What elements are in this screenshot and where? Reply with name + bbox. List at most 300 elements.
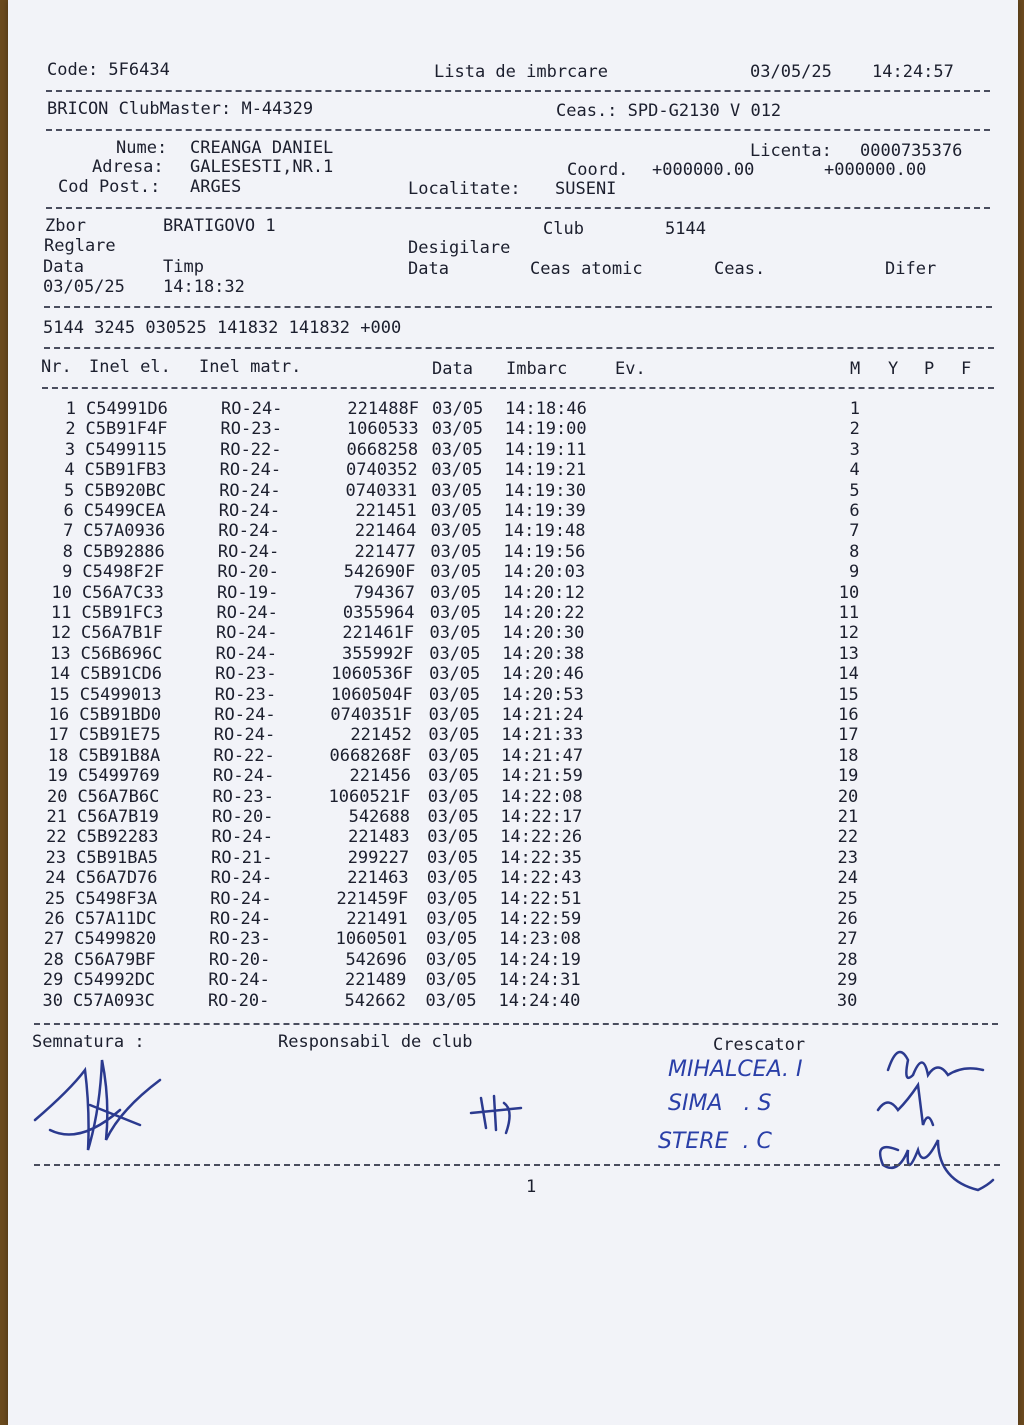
- row-nr: 28: [43, 949, 64, 970]
- row-inel-el: C56A79BF: [73, 949, 156, 970]
- row-time: 14:24:31: [498, 970, 581, 991]
- table-row: [8, 950, 1018, 970]
- row-time: 14:19:30: [504, 480, 586, 501]
- row-ring-prefix: RO-24-: [218, 521, 280, 542]
- table-row: [8, 848, 1018, 868]
- row-ring-prefix: RO-19-: [216, 582, 279, 603]
- table-row: [8, 868, 1018, 888]
- row-date: 03/05: [425, 970, 477, 991]
- row-ring-prefix: RO-22-: [213, 745, 275, 766]
- row-date: 03/05: [429, 582, 482, 603]
- row-nr: 15: [49, 684, 70, 705]
- page-number: 1: [526, 1177, 537, 1197]
- row-m: 17: [838, 725, 859, 746]
- row-time: 14:24:19: [498, 949, 581, 970]
- col-y: Y: [888, 359, 899, 379]
- row-m: 13: [838, 643, 859, 664]
- row-nr: 19: [47, 766, 68, 787]
- row-ring-number: 221452: [350, 725, 412, 746]
- row-m: 4: [849, 460, 860, 481]
- row-date: 03/05: [428, 684, 481, 705]
- table-row: [8, 787, 1018, 807]
- row-m: 18: [838, 745, 859, 766]
- table-row: [8, 583, 1018, 603]
- row-ring-number: 542696: [345, 949, 407, 970]
- row-nr: 4: [64, 460, 75, 481]
- row-nr: 8: [62, 541, 73, 562]
- row-nr: 26: [44, 909, 65, 929]
- row-m: 21: [837, 807, 859, 827]
- row-nr: 14: [49, 664, 71, 685]
- coord-lat: +000000.00: [652, 160, 755, 180]
- row-time: 14:19:48: [503, 521, 586, 542]
- row-ring-prefix: RO-23-: [214, 684, 277, 705]
- row-m: 24: [837, 868, 858, 889]
- row-m: 23: [837, 847, 859, 868]
- row-date: 03/05: [427, 847, 479, 868]
- row-ring-prefix: RO-23-: [220, 419, 282, 440]
- row-ring-prefix: RO-24-: [210, 888, 272, 909]
- table-row: [8, 725, 1018, 745]
- row-ring-number: 542688: [348, 807, 410, 827]
- row-ring-number: 221483: [348, 827, 410, 848]
- row-nr: 11: [51, 603, 72, 623]
- row-nr: 27: [43, 929, 65, 950]
- row-nr: 20: [46, 786, 68, 807]
- divider: [44, 306, 992, 308]
- row-nr: 21: [46, 807, 67, 827]
- table-row: [8, 440, 1018, 460]
- row-inel-el: C5498F3A: [75, 888, 158, 909]
- row-date: 03/05: [431, 419, 483, 440]
- row-ring-prefix: RO-23-: [212, 786, 274, 807]
- row-ring-number: 0740352: [346, 460, 418, 481]
- row-ring-prefix: RO-24-: [208, 970, 270, 991]
- row-time: 14:18:46: [505, 399, 587, 419]
- table-row: [8, 664, 1018, 684]
- row-date: 03/05: [426, 929, 478, 950]
- row-ring-number: 221491: [346, 909, 408, 929]
- row-time: 14:19:39: [503, 501, 586, 521]
- divider: [34, 1023, 998, 1025]
- desigilare-label: Desigilare: [408, 238, 511, 258]
- row-date: 03/05: [430, 541, 482, 562]
- row-ring-prefix: RO-24-: [213, 725, 276, 746]
- table-row: [8, 644, 1018, 664]
- row-ring-prefix: RO-24-: [210, 868, 273, 889]
- row-ring-prefix: RO-24-: [215, 643, 278, 664]
- row-m: 19: [837, 766, 859, 787]
- row-m: 28: [837, 949, 858, 970]
- row-nr: 9: [62, 562, 73, 583]
- row-ring-prefix: RO-24-: [216, 623, 278, 644]
- row-m: 27: [837, 929, 858, 950]
- row-date: 03/05: [429, 603, 481, 623]
- table-row: [8, 827, 1018, 847]
- zbor-label: Zbor: [45, 216, 86, 236]
- col-inel-matr: Inel matr.: [199, 357, 302, 377]
- row-inel-el: C5B91CD6: [80, 664, 163, 685]
- postcode-label: Cod Post.:: [58, 177, 161, 197]
- row-m: 5: [849, 480, 860, 501]
- row-ring-number: 0668268F: [329, 745, 412, 766]
- row-date: 03/05: [430, 501, 483, 521]
- report-code: Code: 5F6434: [47, 60, 170, 80]
- table-row: [8, 807, 1018, 827]
- table-row: [8, 909, 1018, 929]
- row-inel-el: C57A11DC: [74, 909, 157, 929]
- row-ring-number: 221488F: [347, 399, 419, 419]
- des-data-label: Data: [408, 259, 449, 279]
- row-date: 03/05: [427, 766, 480, 787]
- row-date: 03/05: [425, 990, 477, 1011]
- row-ring-prefix: RO-22-: [220, 439, 282, 460]
- breeder-label: Crescator: [713, 1035, 806, 1055]
- table-row: [8, 399, 1018, 419]
- row-m: 12: [838, 623, 860, 644]
- printed-sheet: [8, 0, 1018, 1425]
- row-nr: 12: [50, 623, 72, 644]
- row-inel-el: C5499115: [85, 439, 167, 460]
- row-ring-number: 1060536F: [331, 664, 414, 685]
- club-responsible-label: Responsabil de club: [278, 1032, 473, 1052]
- row-ring-prefix: RO-24-: [216, 603, 278, 623]
- row-date: 03/05: [426, 888, 478, 909]
- row-m: 22: [837, 827, 859, 848]
- row-time: 14:20:22: [502, 603, 585, 623]
- col-f: F: [961, 359, 972, 379]
- row-ring-prefix: RO-24-: [218, 501, 281, 521]
- row-time: 14:22:59: [499, 909, 582, 929]
- coord-lon: +000000.00: [824, 160, 927, 180]
- reg-time: 14:18:32: [163, 277, 245, 297]
- owner-postcode: ARGES: [190, 177, 242, 197]
- row-date: 03/05: [425, 949, 478, 970]
- table-row: [8, 889, 1018, 909]
- row-ring-number: 1060533: [346, 419, 419, 440]
- row-date: 03/05: [426, 909, 478, 929]
- name-label: Nume:: [116, 138, 168, 158]
- row-inel-el: C56A7C33: [81, 582, 164, 603]
- report-title: Lista de imbrcare: [434, 62, 608, 82]
- row-ring-prefix: RO-24-: [221, 399, 283, 419]
- handwritten-name-1: MIHALCEA. I: [668, 1057, 803, 1082]
- row-m: 14: [838, 664, 859, 685]
- divider: [42, 387, 994, 389]
- col-nr: Nr.: [41, 357, 72, 377]
- row-inel-el: C5B920BC: [84, 480, 167, 501]
- row-inel-el: C5B91BA5: [76, 847, 158, 868]
- row-nr: 25: [44, 888, 66, 909]
- row-m: 9: [849, 562, 860, 583]
- row-ring-prefix: RO-23-: [215, 664, 277, 685]
- row-ring-prefix: RO-20-: [208, 949, 271, 970]
- row-time: 14:21:33: [501, 725, 584, 746]
- row-inel-el: C5499CEA: [83, 501, 166, 521]
- handwritten-name-2: SIMA . S: [668, 1091, 772, 1116]
- row-inel-el: C57A093C: [72, 990, 155, 1011]
- row-date: 03/05: [429, 643, 481, 664]
- table-row: [8, 766, 1018, 786]
- row-ring-number: 0740331: [345, 480, 418, 501]
- table-row: [8, 419, 1018, 439]
- row-time: 14:24:40: [498, 990, 581, 1011]
- row-ring-number: 221456: [349, 766, 411, 787]
- row-inel-el: C5499820: [74, 929, 157, 950]
- row-time: 14:20:38: [502, 643, 585, 664]
- row-ring-number: 221477: [354, 541, 416, 562]
- row-inel-el: C54991D6: [86, 399, 168, 419]
- row-inel-el: C5B92886: [82, 541, 165, 562]
- reg-date: 03/05/25: [43, 277, 125, 297]
- col-m: M: [850, 359, 861, 379]
- row-m: 16: [838, 705, 859, 725]
- row-m: 8: [849, 541, 860, 562]
- row-time: 14:19:00: [504, 419, 587, 440]
- row-ring-prefix: RO-20-: [217, 562, 279, 583]
- row-date: 03/05: [430, 562, 482, 583]
- owner-address: GALESESTI,NR.1: [190, 157, 334, 177]
- row-time: 14:19:11: [504, 439, 587, 460]
- row-m: 3: [849, 439, 860, 460]
- reglare-label: Reglare: [44, 236, 116, 256]
- table-row: [8, 685, 1018, 705]
- row-nr: 30: [42, 990, 63, 1011]
- row-ring-number: 794367: [353, 582, 415, 603]
- signature-right: [868, 1030, 1008, 1205]
- table-row: [8, 501, 1018, 521]
- row-inel-el: C5499013: [79, 684, 162, 705]
- row-ring-prefix: RO-24-: [217, 541, 280, 562]
- row-m: 26: [837, 909, 858, 929]
- atomic-clock-label: Ceas atomic: [530, 259, 643, 279]
- row-inel-el: C5499769: [77, 766, 160, 787]
- owner-name: CREANGA DANIEL: [190, 138, 334, 158]
- row-nr: 10: [51, 582, 72, 603]
- row-ring-prefix: RO-24-: [214, 705, 276, 725]
- row-date: 03/05: [427, 786, 479, 807]
- row-ring-number: 355992F: [341, 643, 414, 664]
- row-inel-el: C5B91B8A: [78, 745, 161, 766]
- row-inel-el: C5B92283: [76, 827, 159, 848]
- license-number: 0000735376: [860, 141, 963, 161]
- row-time: 14:19:56: [503, 541, 586, 562]
- row-inel-el: C5B91FC3: [81, 603, 164, 623]
- owner-locality: SUSENI: [555, 179, 617, 199]
- report-date: 03/05/25: [750, 62, 832, 82]
- row-inel-el: C56B696C: [80, 643, 163, 664]
- row-date: 03/05: [431, 439, 483, 460]
- table-row: [8, 929, 1018, 949]
- signature-left: [30, 1050, 170, 1160]
- row-date: 03/05: [429, 664, 481, 685]
- col-ev: Ev.: [615, 359, 646, 379]
- club-number: 5144: [665, 219, 706, 239]
- row-nr: 2: [65, 419, 76, 440]
- divider: [44, 347, 994, 349]
- col-inel-el: Inel el.: [89, 357, 171, 377]
- clock-id: Ceas.: SPD-G2130 V 012: [556, 101, 782, 121]
- handwritten-name-3: STERE . C: [658, 1129, 772, 1154]
- row-nr: 6: [63, 501, 74, 521]
- signature-middle: [466, 1088, 526, 1138]
- row-nr: 23: [45, 847, 67, 868]
- device-id: BRICON ClubMaster: M-44329: [47, 99, 314, 119]
- row-m: 30: [836, 990, 858, 1011]
- row-ring-prefix: RO-24-: [212, 766, 275, 787]
- row-time: 14:20:30: [502, 623, 585, 644]
- clock-label: Ceas.: [714, 259, 766, 279]
- row-nr: 18: [47, 745, 69, 766]
- table-row: [8, 542, 1018, 562]
- reg-data-label: Data: [43, 257, 84, 277]
- row-inel-el: C56A7B1F: [81, 623, 163, 644]
- row-date: 03/05: [432, 399, 484, 419]
- row-time: 14:23:08: [499, 929, 582, 950]
- row-time: 14:20:03: [503, 562, 586, 583]
- row-nr: 13: [50, 643, 71, 664]
- row-date: 03/05: [428, 725, 480, 746]
- col-imbarc: Imbarc: [506, 359, 568, 379]
- table-row: [8, 705, 1018, 725]
- row-ring-number: 0668258: [346, 439, 419, 460]
- row-time: 14:20:12: [502, 582, 585, 603]
- reg-timp-label: Timp: [163, 257, 204, 277]
- code-line: 5144 3245 030525 141832 141832 +000: [43, 318, 402, 338]
- row-m: 29: [837, 970, 858, 991]
- row-time: 14:22:08: [500, 786, 583, 807]
- row-ring-prefix: RO-21-: [211, 847, 273, 868]
- divider: [46, 129, 990, 131]
- row-time: 14:22:43: [499, 868, 582, 889]
- row-ring-number: 221459F: [336, 888, 409, 909]
- row-m: 15: [838, 684, 859, 705]
- row-inel-el: C5B91F4F: [85, 419, 168, 440]
- row-inel-el: C56A7B6C: [77, 786, 160, 807]
- row-ring-number: 1060521F: [328, 786, 411, 807]
- row-inel-el: C54992DC: [73, 970, 156, 991]
- table-row: [8, 746, 1018, 766]
- row-time: 14:20:46: [502, 664, 584, 685]
- row-time: 14:21:47: [501, 745, 584, 766]
- row-inel-el: C57A0936: [83, 521, 166, 542]
- row-m: 1: [849, 399, 860, 419]
- table-row: [8, 623, 1018, 643]
- row-m: 6: [849, 501, 860, 521]
- row-time: 14:22:51: [499, 888, 582, 909]
- row-time: 14:21:59: [500, 766, 583, 787]
- license-label: Licenta:: [750, 141, 832, 161]
- row-time: 14:22:26: [500, 827, 583, 848]
- row-m: 2: [849, 419, 860, 440]
- row-ring-number: 1060501: [335, 929, 408, 950]
- row-ring-number: 221464: [354, 521, 417, 542]
- row-time: 14:21:24: [501, 705, 584, 725]
- row-m: 20: [837, 786, 859, 807]
- col-data: Data: [432, 359, 473, 379]
- row-nr: 22: [46, 827, 67, 848]
- locality-label: Localitate:: [408, 179, 521, 199]
- row-ring-number: 221463: [347, 868, 409, 889]
- row-ring-prefix: RO-24-: [211, 827, 273, 848]
- row-ring-prefix: RO-23-: [209, 929, 271, 950]
- table-row: [8, 521, 1018, 541]
- coord-label: Coord.: [567, 160, 629, 180]
- club-label: Club: [543, 219, 584, 239]
- row-ring-prefix: RO-24-: [219, 460, 282, 481]
- table-row: [8, 460, 1018, 480]
- row-time: 14:20:53: [501, 684, 584, 705]
- row-ring-number: 542690F: [343, 562, 416, 583]
- col-p: P: [924, 359, 935, 379]
- divider: [34, 1164, 1000, 1166]
- row-date: 03/05: [430, 521, 482, 542]
- table-row: [8, 481, 1018, 501]
- row-date: 03/05: [427, 827, 479, 848]
- divider: [46, 90, 990, 92]
- row-inel-el: C5B91FB3: [84, 460, 167, 481]
- row-date: 03/05: [431, 460, 483, 481]
- row-nr: 29: [42, 970, 64, 991]
- row-nr: 5: [63, 480, 75, 501]
- row-nr: 24: [45, 868, 66, 889]
- row-time: 14:19:21: [504, 460, 587, 481]
- row-date: 03/05: [428, 745, 480, 766]
- row-m: 25: [837, 888, 858, 909]
- row-date: 03/05: [427, 807, 479, 827]
- row-ring-number: 221461F: [342, 623, 415, 644]
- row-ring-prefix: RO-20-: [212, 807, 274, 827]
- report-time: 14:24:57: [872, 62, 954, 82]
- row-ring-number: 221451: [355, 501, 417, 521]
- row-ring-number: 0740351F: [330, 705, 413, 725]
- row-nr: 1: [65, 399, 76, 419]
- row-date: 03/05: [431, 480, 483, 501]
- difer-label: Difer: [885, 259, 937, 279]
- row-time: 14:22:35: [500, 847, 582, 868]
- row-m: 11: [838, 603, 860, 623]
- signature-label: Semnatura :: [32, 1032, 145, 1052]
- row-time: 14:22:17: [500, 807, 583, 827]
- table-row: [8, 562, 1018, 582]
- row-m: 7: [849, 521, 860, 542]
- row-m: 10: [838, 582, 860, 603]
- table-row: [8, 603, 1018, 623]
- row-ring-number: 0355964: [342, 603, 415, 623]
- row-ring-prefix: RO-20-: [207, 990, 270, 1011]
- row-nr: 16: [48, 705, 70, 725]
- row-date: 03/05: [426, 868, 478, 889]
- row-ring-number: 542662: [344, 990, 406, 1011]
- row-inel-el: C5498F2F: [82, 562, 165, 583]
- row-inel-el: C5B91BD0: [79, 705, 162, 725]
- row-nr: 17: [48, 725, 69, 746]
- row-ring-number: 1060504F: [330, 684, 413, 705]
- row-ring-prefix: RO-24-: [219, 480, 281, 501]
- row-ring-number: 299227: [347, 847, 410, 868]
- row-inel-el: C56A7B19: [77, 807, 159, 827]
- address-label: Adresa:: [92, 157, 164, 177]
- row-inel-el: C56A7D76: [75, 868, 158, 889]
- row-date: 03/05: [428, 705, 480, 725]
- row-nr: 3: [64, 439, 76, 460]
- divider: [46, 207, 990, 209]
- table-row: [8, 991, 1018, 1011]
- row-inel-el: C5B91E75: [78, 725, 161, 746]
- row-ring-prefix: RO-24-: [209, 909, 272, 929]
- row-ring-number: 221489: [344, 970, 407, 991]
- table-row: [8, 970, 1018, 990]
